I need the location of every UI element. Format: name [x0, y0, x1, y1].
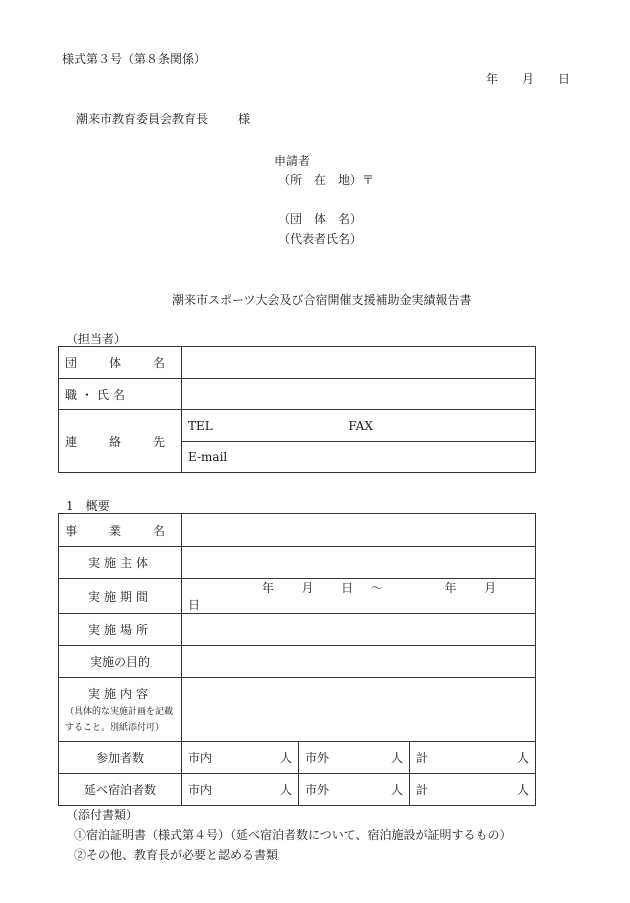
- applicant-org-label: （団 体 名）: [278, 212, 363, 226]
- project-name-label: 事 業 名: [59, 514, 182, 547]
- period-label: 実施期間: [59, 579, 182, 614]
- form-number: 様式第３号（第８条関係）: [62, 52, 207, 66]
- attachment-item-2: ②その他、教育長が必要と認める書類: [74, 848, 279, 862]
- participants-total-field[interactable]: 計 人: [410, 742, 536, 774]
- period-field[interactable]: 年 月 日 ～ 年 月 日: [182, 579, 536, 614]
- venue-label: 実施場所: [59, 614, 182, 646]
- contact-label: 連 絡 先: [59, 410, 182, 473]
- contact-heading: （担当者）: [66, 332, 127, 346]
- contact-org-field[interactable]: [182, 347, 536, 379]
- contact-email-row[interactable]: [182, 442, 536, 473]
- overview-table: [58, 513, 536, 806]
- stays-in-field[interactable]: 市内 人: [182, 774, 299, 806]
- participants-label: 参加者数: [59, 742, 182, 774]
- organizer-field[interactable]: [182, 547, 536, 579]
- applicant-rep-label: （代表者氏名）: [278, 232, 363, 246]
- email-label: E-mail: [188, 450, 228, 464]
- purpose-field[interactable]: [182, 646, 536, 678]
- date-day: 日: [558, 72, 571, 86]
- fax-label: FAX: [348, 418, 373, 433]
- organizer-label: 実施主体: [59, 547, 182, 579]
- project-name-field[interactable]: [182, 514, 536, 547]
- applicant-heading: 申請者: [274, 154, 311, 168]
- contact-name-label: 職・氏名: [59, 379, 182, 410]
- stays-out-field[interactable]: 市外 人: [299, 774, 410, 806]
- recipient-honorific: 様: [238, 112, 251, 126]
- contact-table: [58, 346, 536, 473]
- attachment-item-1: ①宿泊証明書（様式第４号）（延べ宿泊者数について、宿泊施設が証明するもの）: [74, 828, 512, 842]
- participants-out-field[interactable]: 市外 人: [299, 742, 410, 774]
- period-tilde: ～: [370, 581, 383, 595]
- stays-label: 延べ宿泊者数: [59, 774, 182, 806]
- overview-heading: 1 概要: [66, 499, 110, 513]
- stays-total-field[interactable]: 計 人: [410, 774, 536, 806]
- date-month: 月: [522, 72, 535, 86]
- contact-org-label: 団 体 名: [59, 347, 182, 379]
- content-field[interactable]: [182, 678, 536, 742]
- venue-field[interactable]: [182, 614, 536, 646]
- attachments-heading: （添付書類）: [66, 808, 139, 822]
- contact-tel-row[interactable]: [182, 410, 536, 442]
- date-year: 年: [486, 72, 499, 86]
- purpose-label: 実施の目的: [59, 646, 182, 678]
- recipient: 潮来市教育委員会教育長: [76, 112, 209, 126]
- content-label: 実施内容 （具体的な実施計画を記載 すること。別紙添付可）: [59, 678, 182, 742]
- tel-label: TEL: [188, 418, 213, 433]
- participants-in-field[interactable]: 市内 人: [182, 742, 299, 774]
- applicant-address-label: （所 在 地）〒: [278, 173, 375, 187]
- document-title: 潮来市スポーツ大会及び合宿開催支援補助金実績報告書: [172, 293, 472, 307]
- contact-name-field[interactable]: [182, 379, 536, 410]
